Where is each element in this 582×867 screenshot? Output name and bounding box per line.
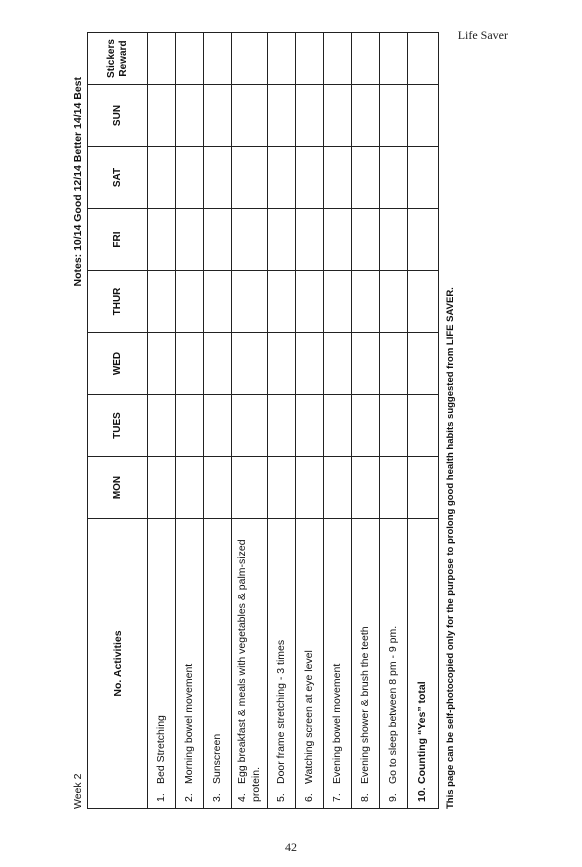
reward-header-line1: Stickers <box>106 39 117 78</box>
check-cell-tues[interactable] <box>232 395 268 457</box>
check-cell-thur[interactable] <box>352 271 380 333</box>
activity-cell <box>352 519 380 809</box>
table-row <box>268 33 296 809</box>
check-cell-mon[interactable] <box>176 457 204 519</box>
stickers-reward-header <box>88 33 148 85</box>
page-number: 42 <box>285 840 297 854</box>
check-cell-sat[interactable] <box>268 147 296 209</box>
check-cell-tues[interactable] <box>268 395 296 457</box>
activity-cell <box>408 519 439 809</box>
activity-number: 3. <box>210 793 223 802</box>
check-cell-sat[interactable] <box>352 147 380 209</box>
check-cell-sun[interactable] <box>324 85 352 147</box>
activity-number: 2. <box>182 793 195 802</box>
check-cell-sat[interactable] <box>380 147 408 209</box>
activity-number: 9. <box>386 793 399 802</box>
activity-cell <box>204 519 232 809</box>
scoring-notes: Notes: 10/14 Good 12/14 Better 14/14 Best <box>72 77 84 287</box>
activity-label: Door frame stretching - 3 times <box>274 639 287 784</box>
check-cell-mon[interactable] <box>352 457 380 519</box>
check-cell-sat[interactable] <box>296 147 324 209</box>
check-cell-thur[interactable] <box>324 271 352 333</box>
check-cell-sun[interactable] <box>176 85 204 147</box>
day-header-mon: MON <box>88 457 148 519</box>
check-cell-sat[interactable] <box>204 147 232 209</box>
sticker-reward-cell[interactable] <box>204 33 232 85</box>
check-cell-fri[interactable] <box>176 209 204 271</box>
check-cell-tues[interactable] <box>380 395 408 457</box>
activity-number: 10. <box>416 787 429 802</box>
check-cell-mon[interactable] <box>296 457 324 519</box>
check-cell-sun[interactable] <box>232 85 268 147</box>
activity-number: 6. <box>302 793 315 802</box>
table-row <box>232 33 268 809</box>
activity-label: Bed Stretching <box>154 715 167 784</box>
check-cell-tues[interactable] <box>204 395 232 457</box>
check-cell-wed[interactable] <box>232 333 268 395</box>
running-head: Life Saver <box>457 28 508 42</box>
activity-cell <box>380 519 408 809</box>
sticker-reward-cell[interactable] <box>380 33 408 85</box>
day-header-sat: SAT <box>88 147 148 209</box>
check-cell-thur[interactable] <box>408 271 439 333</box>
table-row <box>148 33 176 809</box>
activity-label: Watching screen at eye level <box>302 650 315 784</box>
sticker-reward-cell[interactable] <box>148 33 176 85</box>
activity-label: Morning bowel movement <box>182 663 195 784</box>
day-header-sun: SUN <box>88 85 148 147</box>
table-row <box>176 33 204 809</box>
check-cell-wed[interactable] <box>268 333 296 395</box>
activity-label: Egg breakfast & meals with vegetables & palm-sized protein. <box>236 539 262 802</box>
habit-tracker-table <box>87 32 439 809</box>
check-cell-fri[interactable] <box>324 209 352 271</box>
check-cell-tues[interactable] <box>408 395 439 457</box>
check-cell-thur[interactable] <box>176 271 204 333</box>
check-cell-sun[interactable] <box>296 85 324 147</box>
reward-header-line2: Reward <box>117 40 129 77</box>
check-cell-wed[interactable] <box>380 333 408 395</box>
check-cell-wed[interactable] <box>296 333 324 395</box>
table-row <box>296 33 324 809</box>
check-cell-mon[interactable] <box>380 457 408 519</box>
check-cell-sun[interactable] <box>352 85 380 147</box>
check-cell-tues[interactable] <box>296 395 324 457</box>
activity-cell <box>324 519 352 809</box>
sticker-reward-cell[interactable] <box>232 33 268 85</box>
sticker-reward-cell[interactable] <box>268 33 296 85</box>
activity-cell <box>176 519 204 809</box>
check-cell-wed[interactable] <box>148 333 176 395</box>
activity-cell <box>232 519 268 809</box>
check-cell-thur[interactable] <box>148 271 176 333</box>
activity-number: 8. <box>358 793 371 802</box>
sticker-reward-cell[interactable] <box>324 33 352 85</box>
check-cell-thur[interactable] <box>380 271 408 333</box>
check-cell-fri[interactable] <box>232 209 268 271</box>
check-cell-fri[interactable] <box>204 209 232 271</box>
check-cell-mon[interactable] <box>232 457 268 519</box>
check-cell-mon[interactable] <box>148 457 176 519</box>
check-cell-sun[interactable] <box>408 85 439 147</box>
activity-cell <box>268 519 296 809</box>
check-cell-thur[interactable] <box>204 271 232 333</box>
table-row <box>380 33 408 809</box>
check-cell-tues[interactable] <box>148 395 176 457</box>
table-row <box>408 33 439 809</box>
activity-label: Sunscreen <box>210 733 223 784</box>
check-cell-sun[interactable] <box>380 85 408 147</box>
check-cell-thur[interactable] <box>296 271 324 333</box>
activity-column-header: No. Activities <box>88 519 148 809</box>
check-cell-mon[interactable] <box>324 457 352 519</box>
check-cell-sat[interactable] <box>148 147 176 209</box>
check-cell-mon[interactable] <box>408 457 439 519</box>
activity-cell <box>296 519 324 809</box>
check-cell-tues[interactable] <box>324 395 352 457</box>
activity-number: 1. <box>154 793 167 802</box>
check-cell-fri[interactable] <box>296 209 324 271</box>
check-cell-fri[interactable] <box>408 209 439 271</box>
rotated-worksheet <box>72 39 472 809</box>
check-cell-mon[interactable] <box>204 457 232 519</box>
check-cell-mon[interactable] <box>268 457 296 519</box>
footnote: This page can be self-photocopied only for the purpose to prolong good health habits suggested from LIFE SAVER. <box>445 287 456 809</box>
activity-number: 5. <box>274 793 287 802</box>
check-cell-fri[interactable] <box>380 209 408 271</box>
day-header-thur: THUR <box>88 271 148 333</box>
check-cell-sun[interactable] <box>148 85 176 147</box>
check-cell-tues[interactable] <box>176 395 204 457</box>
check-cell-wed[interactable] <box>204 333 232 395</box>
check-cell-sat[interactable] <box>232 147 268 209</box>
check-cell-sun[interactable] <box>268 85 296 147</box>
activity-label: Counting “Yes” total <box>416 681 429 784</box>
table-row <box>352 33 380 809</box>
sticker-reward-cell[interactable] <box>352 33 380 85</box>
activity-cell <box>148 519 176 809</box>
check-cell-sat[interactable] <box>324 147 352 209</box>
activity-number: 7. <box>330 793 343 802</box>
sticker-reward-cell[interactable] <box>408 33 439 85</box>
check-cell-tues[interactable] <box>352 395 380 457</box>
check-cell-thur[interactable] <box>268 271 296 333</box>
sticker-reward-cell[interactable] <box>296 33 324 85</box>
activity-label: Evening shower & brush the teeth <box>358 626 371 784</box>
check-cell-sat[interactable] <box>408 147 439 209</box>
day-header-wed: WED <box>88 333 148 395</box>
activity-label: Go to sleep between 8 pm - 9 pm. <box>386 625 399 784</box>
check-cell-sat[interactable] <box>176 147 204 209</box>
check-cell-wed[interactable] <box>176 333 204 395</box>
table-header-row <box>88 33 148 809</box>
check-cell-wed[interactable] <box>408 333 439 395</box>
sticker-reward-cell[interactable] <box>176 33 204 85</box>
day-header-tues: TUES <box>88 395 148 457</box>
check-cell-fri[interactable] <box>148 209 176 271</box>
table-row <box>324 33 352 809</box>
check-cell-fri[interactable] <box>352 209 380 271</box>
activity-number: 4. <box>236 793 249 802</box>
table-row <box>204 33 232 809</box>
check-cell-sun[interactable] <box>204 85 232 147</box>
day-header-fri: FRI <box>88 209 148 271</box>
week-label: Week 2 <box>72 773 84 809</box>
activity-label: Evening bowel movement <box>330 663 343 784</box>
check-cell-fri[interactable] <box>268 209 296 271</box>
check-cell-thur[interactable] <box>232 271 268 333</box>
check-cell-wed[interactable] <box>352 333 380 395</box>
check-cell-wed[interactable] <box>324 333 352 395</box>
